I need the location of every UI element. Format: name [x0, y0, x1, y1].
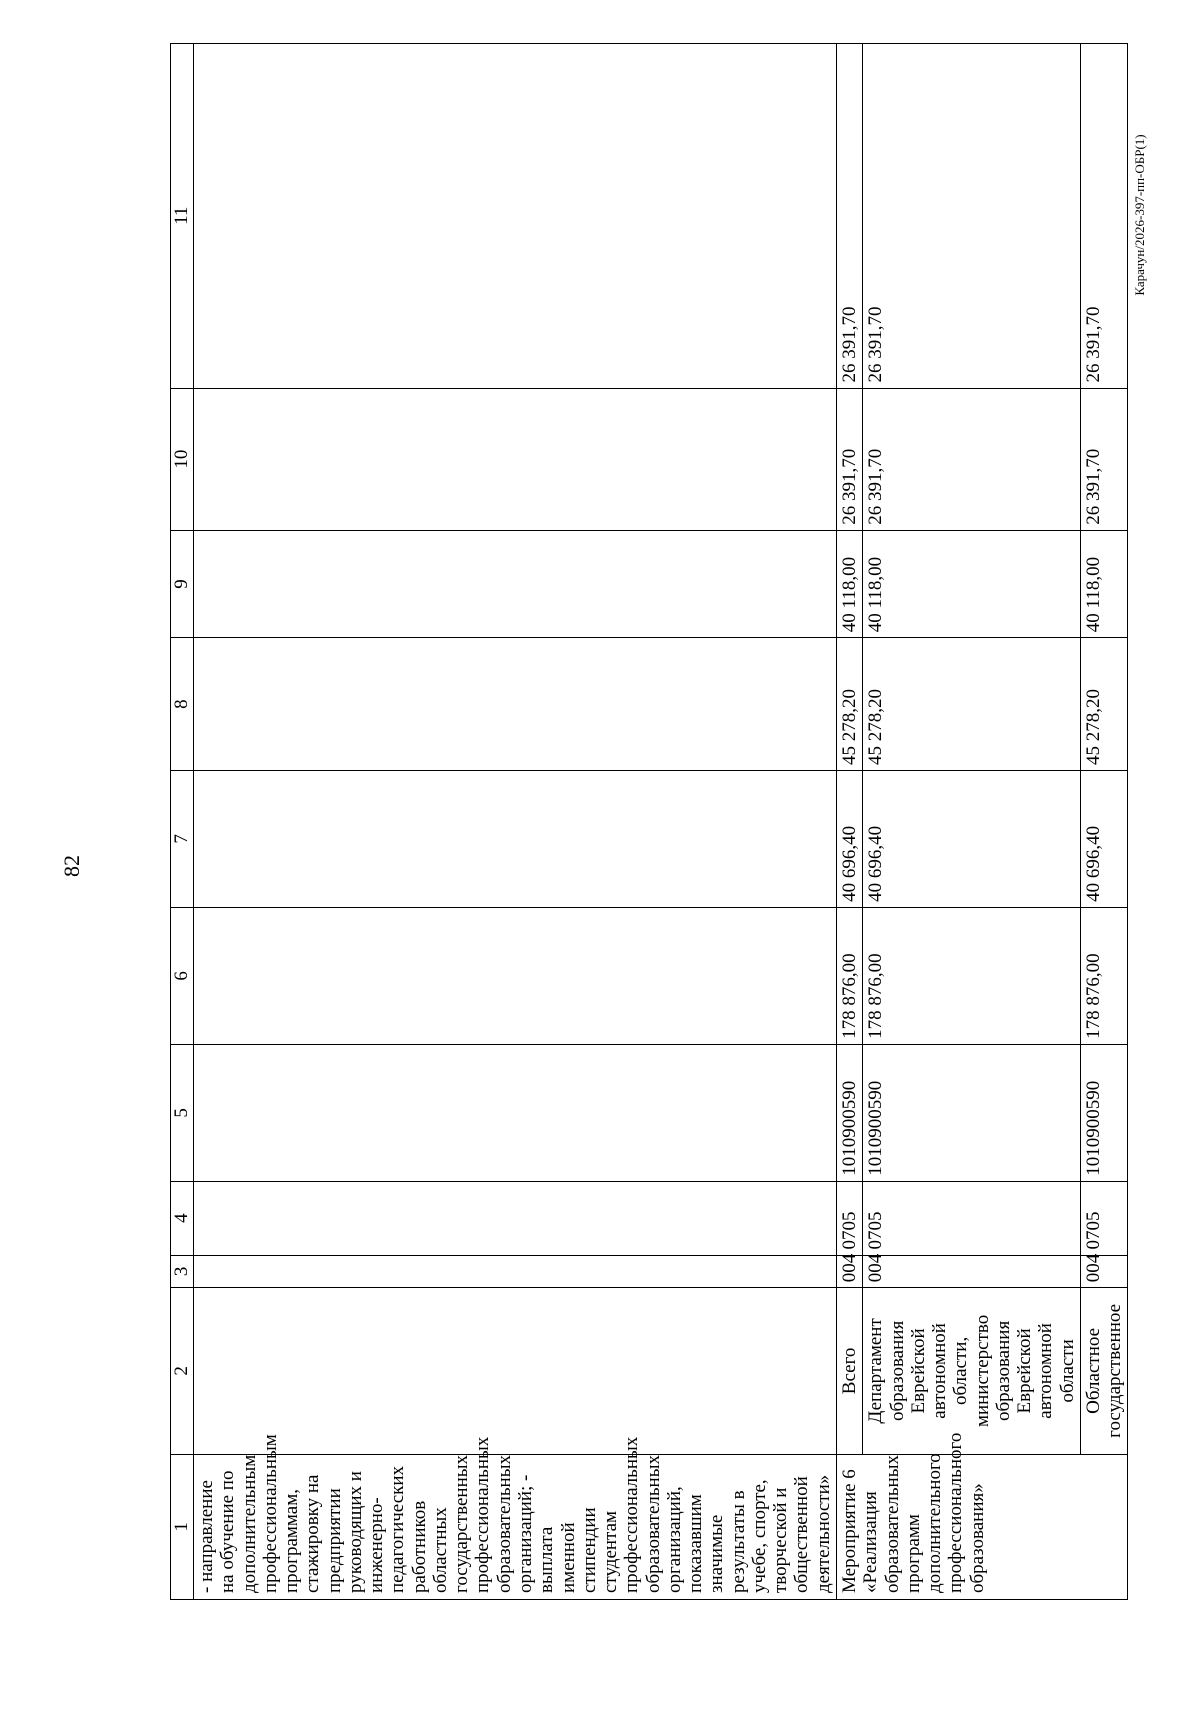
amount-cell: 40 118,00 — [1080, 530, 1128, 637]
empty-cell — [194, 638, 837, 771]
amount-cell: 26 391,70 — [1080, 44, 1128, 389]
table-container — [170, 43, 1126, 1600]
table-row — [194, 44, 837, 1600]
table-row — [863, 44, 1081, 1600]
grbs-cell: 004 — [1080, 1255, 1128, 1288]
section-cell: 0705 — [863, 1181, 1081, 1255]
amount-cell: 40 118,00 — [863, 530, 1081, 637]
section-cell: 0705 — [836, 1181, 862, 1255]
grbs-cell: 004 — [863, 1255, 1081, 1288]
header-cell: 11 — [171, 44, 194, 389]
table-row — [836, 44, 862, 1600]
amount-cell: 26 391,70 — [863, 388, 1081, 530]
amount-cell: 178 876,00 — [836, 907, 862, 1044]
header-cell: 8 — [171, 638, 194, 771]
document-code: Карачун/2026-397-пп-ОБР(1) — [1132, 134, 1147, 296]
empty-cell — [194, 770, 837, 907]
empty-cell — [194, 1181, 837, 1255]
empty-cell — [194, 1044, 837, 1181]
measure-name-cell: Мероприятие 6 «Реализация образовательных программ дополнительного профессионального образования» — [836, 1454, 1127, 1599]
grbs-cell: 004 — [836, 1255, 862, 1288]
executor-cell: Областное государственное — [1080, 1288, 1128, 1454]
amount-cell: 26 391,70 — [1080, 388, 1128, 530]
header-cell: 9 — [171, 530, 194, 637]
header-cell: 7 — [171, 770, 194, 907]
empty-cell — [194, 1255, 837, 1288]
empty-cell — [194, 44, 837, 389]
amount-cell: 40 696,40 — [863, 770, 1081, 907]
page-number: 82 — [59, 855, 84, 877]
amount-cell: 45 278,20 — [863, 638, 1081, 771]
header-cell: 3 — [171, 1255, 194, 1288]
amount-cell: 45 278,20 — [1080, 638, 1128, 771]
target-article-cell: 1010900590 — [863, 1044, 1081, 1181]
header-row — [171, 44, 194, 1600]
empty-cell — [194, 1288, 837, 1454]
empty-cell — [194, 907, 837, 1044]
header-cell: 1 — [171, 1454, 194, 1599]
amount-cell: 40 696,40 — [836, 770, 862, 907]
measure-description-cell: - направление на обучение по дополнительным профессиональным программам, стажировку на предприятии руководящих и инженерно-педагогических работников областных государственных профессиональных образовательных организаций; - выплата именной стипендии студентам профессиональных образовательных организаций, показавшим значимые результаты в учебе, спорте, творческой и общественной деятельности» — [194, 1454, 837, 1599]
header-cell: 4 — [171, 1181, 194, 1255]
amount-cell: 40 118,00 — [836, 530, 862, 637]
amount-cell: 26 391,70 — [863, 44, 1081, 389]
header-cell: 10 — [171, 388, 194, 530]
executor-cell: Всего — [836, 1288, 862, 1454]
empty-cell — [194, 388, 837, 530]
target-article-cell: 1010900590 — [1080, 1044, 1128, 1181]
table-row — [1080, 44, 1128, 1600]
amount-cell: 40 696,40 — [1080, 770, 1128, 907]
empty-cell — [194, 530, 837, 637]
executor-cell: Департамент образования Еврейской автономной области, министерство образования Еврейской автономной области — [863, 1288, 1081, 1454]
header-cell: 5 — [171, 1044, 194, 1181]
amount-cell: 178 876,00 — [863, 907, 1081, 1044]
header-cell: 6 — [171, 907, 194, 1044]
rotated-page — [170, 43, 1126, 1600]
budget-table — [170, 43, 1128, 1600]
amount-cell: 178 876,00 — [1080, 907, 1128, 1044]
amount-cell: 45 278,20 — [836, 638, 862, 771]
amount-cell: 26 391,70 — [836, 44, 862, 389]
header-cell: 2 — [171, 1288, 194, 1454]
amount-cell: 26 391,70 — [836, 388, 862, 530]
target-article-cell: 1010900590 — [836, 1044, 862, 1181]
section-cell: 0705 — [1080, 1181, 1128, 1255]
